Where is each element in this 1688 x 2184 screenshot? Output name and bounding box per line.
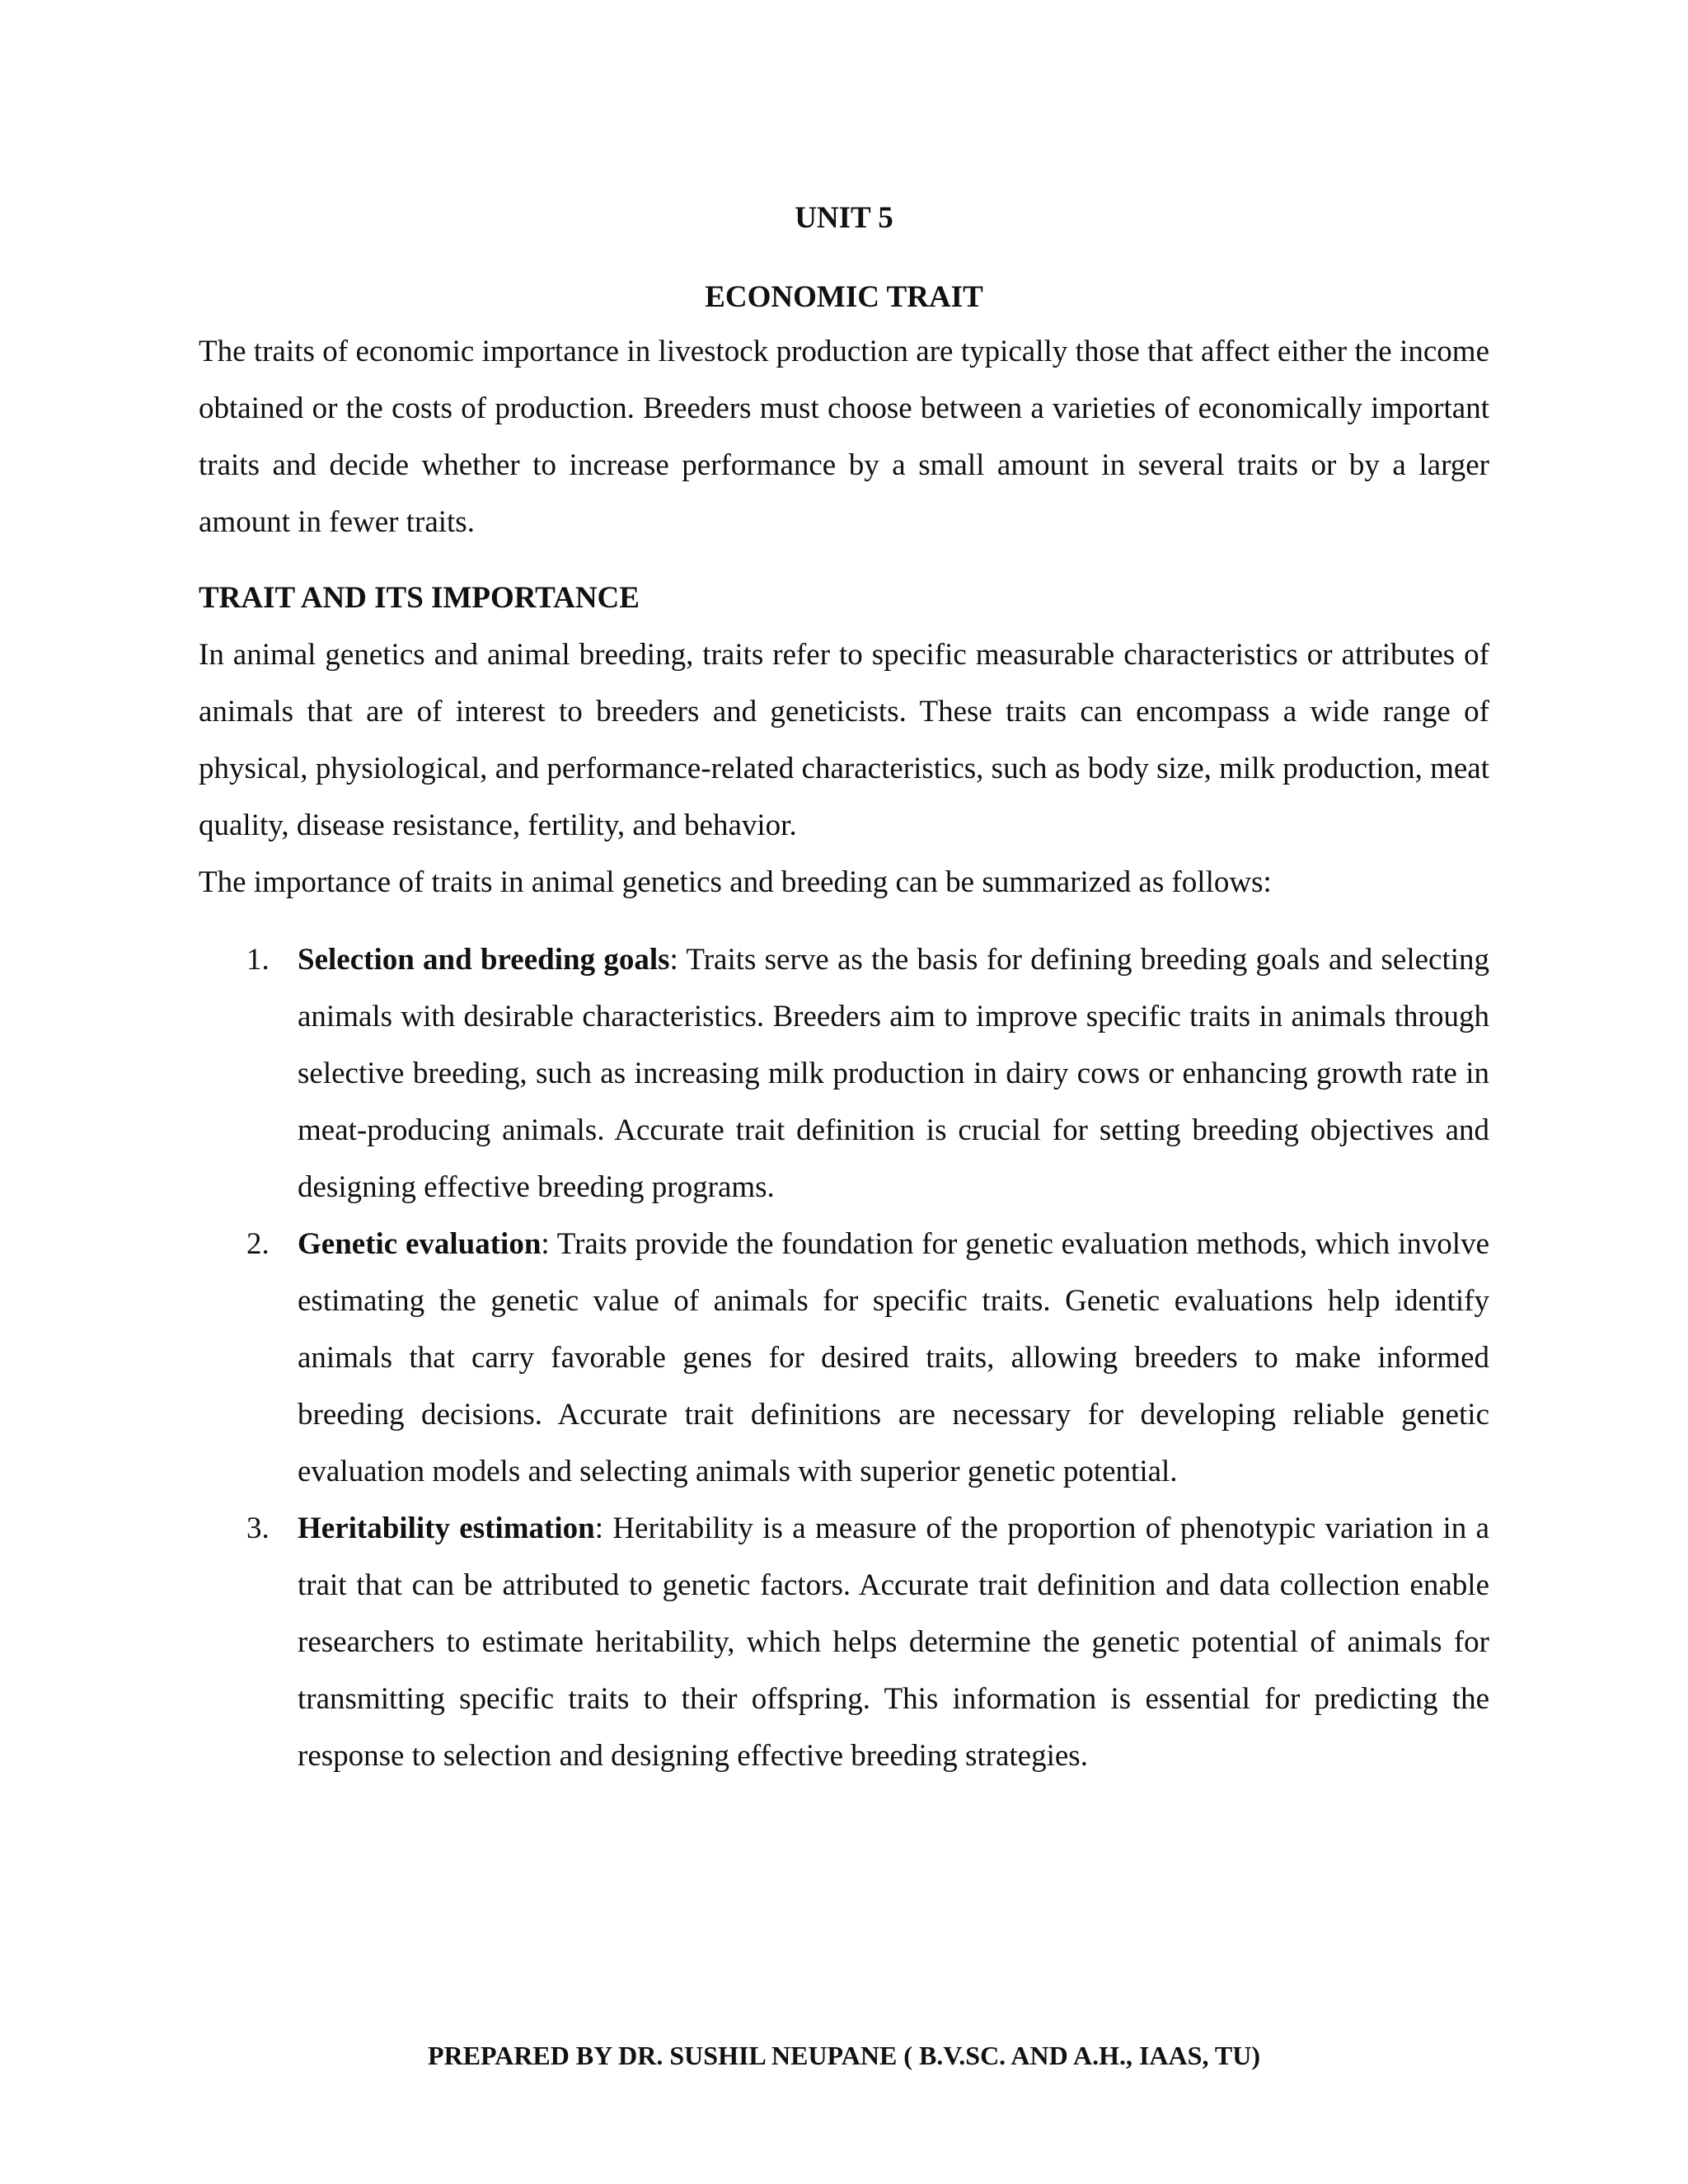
- intro-paragraph: The traits of economic importance in livestock production are typically those that affect either the income obtained or the costs of production. Breeders must choose between a varieties of economically important traits and decide whether to increase performance by a small amount in several traits or by a larger amount in fewer traits.: [199, 335, 1489, 539]
- list-item-term: Heritability estimation: [298, 1511, 595, 1545]
- section-heading: TRAIT AND ITS IMPORTANCE: [199, 581, 640, 615]
- list-item: [199, 1216, 1489, 1500]
- list-item-number: 3.: [246, 1511, 270, 1545]
- list-item-number: 2.: [246, 1227, 270, 1261]
- list-item-text: : Traits serve as the basis for defining breeding goals and selecting animals with desirable characteristics. Breeders aim to improve specific traits in animals through selective breeding, such as increasing milk production in dairy cows or enhancing growth rate in meat-producing animals. Accurate trait definition is crucial for setting breeding objectives and designing effective breeding programs.: [298, 943, 1490, 1204]
- list-item-term: Genetic evaluation: [298, 1227, 542, 1261]
- summary-sentence: The importance of traits in animal genetics and breeding can be summarized as follows:: [199, 865, 1272, 899]
- unit-title: UNIT 5: [795, 201, 893, 235]
- page-title: ECONOMIC TRAIT: [705, 280, 983, 314]
- importance-list: [199, 931, 1489, 1784]
- list-item: [199, 931, 1489, 1216]
- page-footer: PREPARED BY DR. SUSHIL NEUPANE ( B.V.SC. AND A.H., IAAS, TU): [428, 2041, 1260, 2070]
- list-item-number: 1.: [246, 943, 270, 977]
- list-item-text: : Traits provide the foundation for genetic evaluation methods, which involve estimating the genetic value of animals for specific traits. Genetic evaluations help identify animals that carry favorable genes for desired traits, allowing breeders to make informed breeding decisions. Accurate trait definitions are necessary for developing reliable genetic evaluation models and selecting animals with superior genetic potential.: [298, 1227, 1489, 1488]
- section-paragraph: In animal genetics and animal breeding, traits refer to specific measurable characteristics or attributes of animals that are of interest to breeders and geneticists. These traits can encompass a wide range of physical, physiological, and performance-related characteristics, such as body size, milk production, meat quality, disease resistance, fertility, and behavior.: [199, 638, 1489, 842]
- page-content: [199, 196, 1489, 1784]
- list-item-text: : Heritability is a measure of the proportion of phenotypic variation in a trait that can be attributed to genetic factors. Accurate trait definition and data collection enable researchers to estimate heritability, which helps determine the genetic potential of animals for transmitting specific traits to their offspring. This information is essential for predicting the response to selection and designing effective breeding strategies.: [298, 1511, 1489, 1773]
- list-item: [199, 1500, 1489, 1784]
- list-item-term: Selection and breeding goals: [298, 943, 670, 977]
